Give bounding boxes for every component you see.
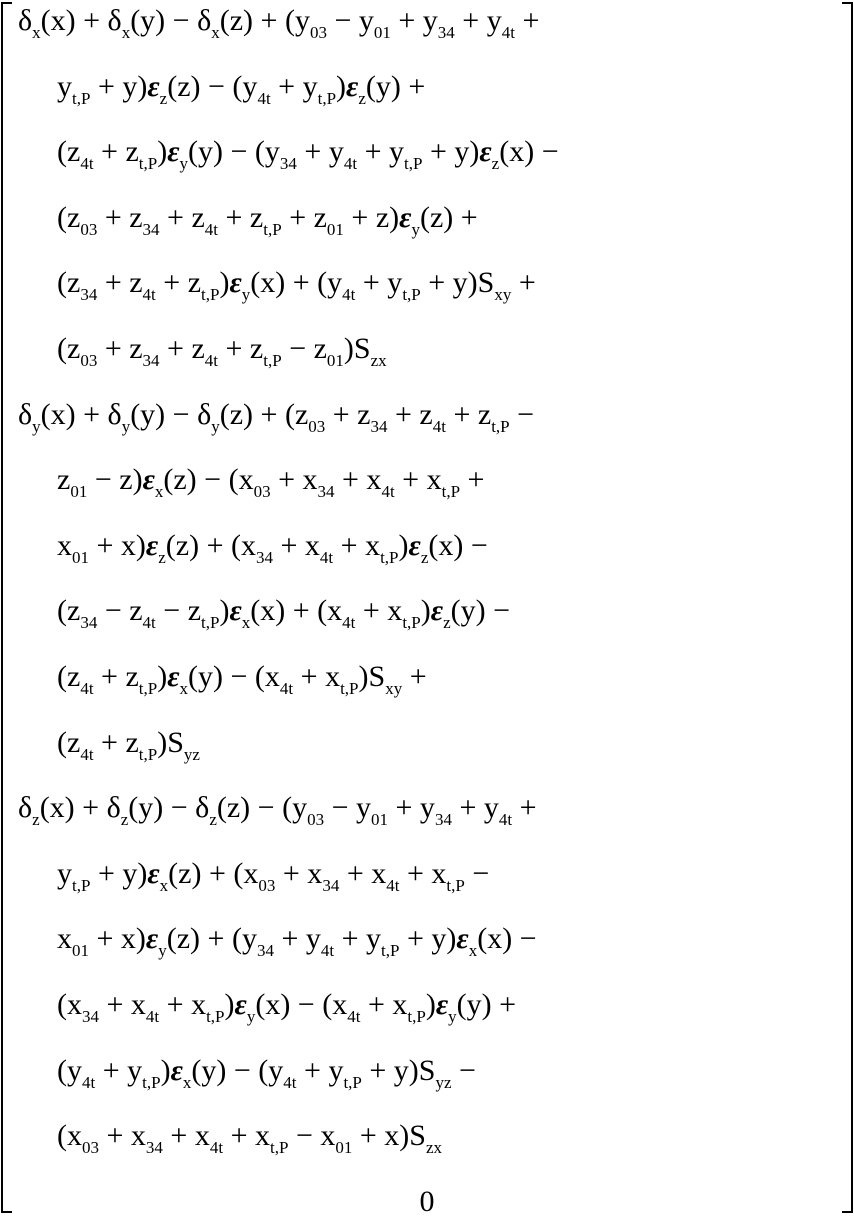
- matrix-row-3-line-3: $x_{01} + x)\varepsilon_y(z) + (y_{34} + y_{4t} + y_{t,P} + y)\varepsilon_x(x)$ −: [57, 922, 537, 961]
- matrix-row-2-line-1: $\delta_y(x) + \delta_y(y) - \delta_y(z) + (z_{03} + z_{34} + z_{4t} + z_{t,P}$ −: [18, 397, 535, 436]
- matrix-row-2-line-5: $(z_{4t} + z_{t,P})\varepsilon_x(y) - (x_{4t} + x_{t,P})S_{xy}$ +: [57, 660, 427, 698]
- matrix-row-1-line-2: $y_{t,P} + y)\varepsilon_z(z) - (y_{4t} + y_{t,P})\varepsilon_z(y)$ +: [57, 69, 426, 108]
- matrix-row-3-line-6: $(x_{03} + x_{34} + x_{4t} + x_{t,P} - x_{01} + x)S_{zx}$: [57, 1119, 442, 1158]
- matrix-row-1-line-6: $(z_{03} + z_{34} + z_{4t} + z_{t,P} - z_{01})S_{zx}$: [57, 332, 387, 370]
- matrix-row-1-line-3: $(z_{4t} + z_{t,P})\varepsilon_y(y) - (y_{34} + y_{4t} + y_{t,P} + y)\varepsilon_z(x)$ −: [57, 135, 559, 174]
- matrix-row-2-line-6: $(z_{4t} + z_{t,P})S_{yz}$: [57, 725, 200, 764]
- matrix-entry-zero: 0: [419, 1184, 435, 1218]
- matrix-row-1-line-1: $\delta_x(x) + \delta_x(y) - \delta_x(z) + (y_{03} - y_{01} + y_{34} + y_{4t}$ +: [18, 4, 540, 42]
- matrix-row-1-line-5: $(z_{34} + z_{4t} + z_{t,P})\varepsilon_y(x) + (y_{4t} + y_{t,P} + y)S_{xy}$ +: [57, 266, 536, 305]
- matrix-row-2-line-2: $z_{01} - z)\varepsilon_x(z) - (x_{03} + x_{34} + x_{4t} + x_{t,P}$ +: [57, 463, 485, 502]
- matrix-row-2-line-4: $(z_{34} - z_{4t} - z_{t,P})\varepsilon_x(x) + (x_{4t} + x_{t,P})\varepsilon_z(y)$ −: [57, 594, 511, 633]
- matrix-row-3-line-2: $y_{t,P} + y)\varepsilon_x(z) + (x_{03} + x_{34} + x_{4t} + x_{t,P}$ −: [57, 856, 490, 895]
- matrix-row-1-line-4: $(z_{03} + z_{34} + z_{4t} + z_{t,P} + z_{01} + z)\varepsilon_y(z)$ +: [57, 200, 478, 239]
- matrix-row-3-line-4: $(x_{34} + x_{4t} + x_{t,P})\varepsilon_y(x) - (x_{4t} + x_{t,P})\varepsilon_y(y)$ +: [57, 988, 517, 1026]
- matrix-row-3-line-1: $\delta_z(x) + \delta_z(y) - \delta_z(z) - (y_{03} - y_{01} + y_{34} + y_{4t}$ +: [18, 791, 537, 830]
- matrix-row-2-line-3: $x_{01} + x)\varepsilon_z(z) + (x_{34} + x_{4t} + x_{t,P})\varepsilon_z(x)$ −: [57, 528, 488, 567]
- matrix-row-3-line-5: $(y_{4t} + y_{t,P})\varepsilon_x(y) - (y_{4t} + y_{t,P} + y)S_{yz}$ −: [57, 1053, 476, 1092]
